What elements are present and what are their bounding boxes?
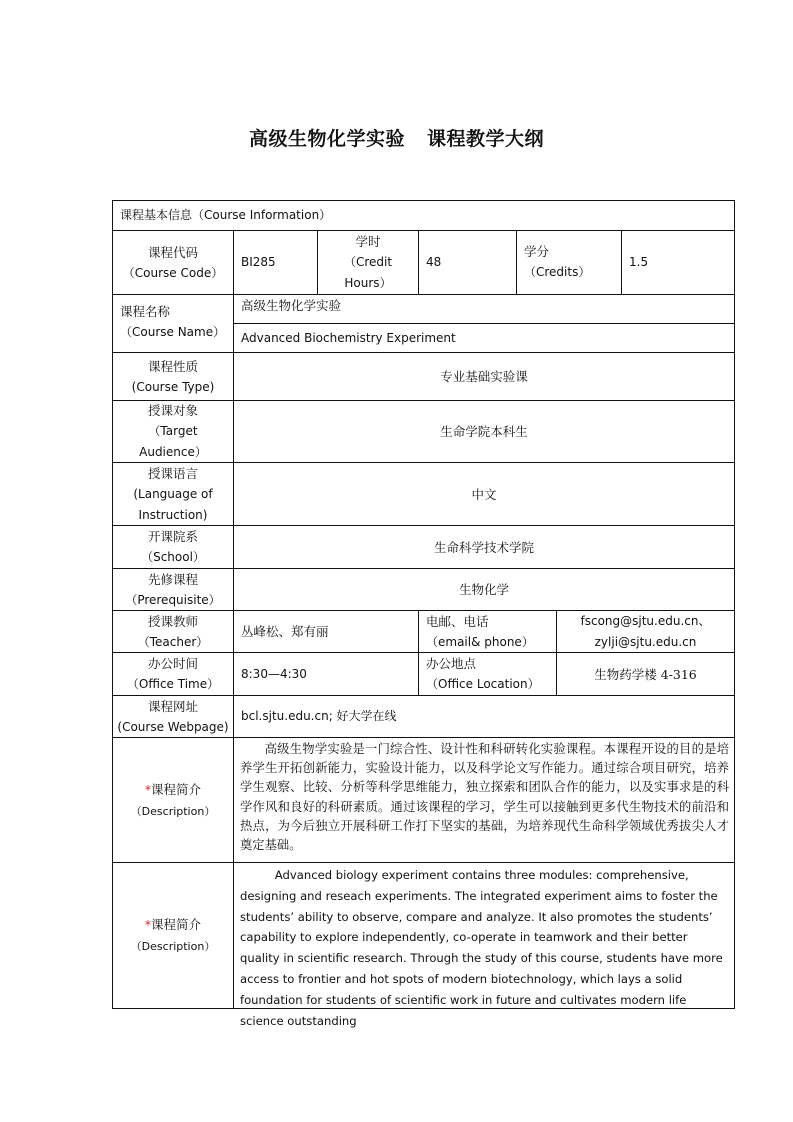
description-en-label: *课程简介 （Description） (130, 917, 216, 953)
office-time-label: 办公时间 （Office Time） (126, 656, 220, 691)
description-zh-label: *课程简介 （Description） (130, 781, 216, 818)
school-value: 生命科学技术学院 (433, 539, 534, 555)
course-name-label: 课程名称 （Course Name） (120, 304, 226, 339)
target-audience-label: 授课对象 （Target Audience） (139, 403, 207, 459)
course-type-value: 专业基础实验课 (440, 369, 528, 384)
prerequisite-value: 生物化学 (458, 582, 509, 597)
school-label: 开课院系 （School） (141, 529, 205, 564)
contact-label: 电邮、电话 （email& phone） (426, 614, 534, 649)
description-zh-text: 高级生物学实验是一门综合性、设计性和科研转化实验课程。本课程开设的目的是培养学生开拓创新能力，实验设计能力，以及科学论文写作能力。通过综合项目研究，培养学生观察、比较、分析等科学思维能力，独立探索和团队合作的能力，以及实事求是的科学作风和良好的科研素质。通过该课程的学习，学生可以接触到更多代生物技术的前沿和热点，为今后独立开展科研工作打下坚实的基础，为培养现代生命科学领域优秀拔尖人才奠定基础。 (240, 742, 729, 853)
teacher-label: 授课教师 （Teacher） (137, 613, 209, 649)
teacher-email: fscong@sjtu.edu.cn、 zylji@sjtu.edu.cn (580, 613, 711, 649)
description-en-text: Advanced biology experiment contains three modules: comprehensive, designing and reseach experiments. The integrated experiment aims to foster the students’ ability to observe, compare and analyze. It also promotes the students’ capability to explore independently, co-operate in teamwork and their better quality in scientific research. Through the study of this course, students have more access to frontier and hot spots of modern biotechnology, which lays a solid foundation for students of scientific work in future and cultivates modern life science outstanding (240, 868, 723, 1028)
language-value: 中文 (471, 486, 497, 502)
credit-hours-label: 学时 （Credit Hours） (343, 234, 393, 290)
target-audience-value: 生命学院本科生 (440, 424, 528, 439)
prerequisite-label: 先修课程 （Prerequisite） (125, 571, 221, 607)
webpage-label: 课程网址 (Course Webpage) (117, 698, 229, 734)
office-location-label: 办公地点 （Office Location） (426, 656, 540, 691)
page-title: 高级生物化学实验 课程教学大纲 (248, 128, 545, 150)
table-header: 课程基本信息（Course Information） (120, 208, 332, 222)
course-code-value: BI285 (241, 255, 276, 269)
office-time-value: 8:30—4:30 (241, 666, 307, 681)
course-name-zh: 高级生物化学实验 (241, 298, 342, 313)
course-type-label: 课程性质 (Course Type) (131, 358, 215, 394)
credit-hours-value: 48 (426, 255, 442, 269)
language-label: 授课语言 (Language of Instruction) (133, 465, 213, 522)
credits-value: 1.5 (629, 255, 649, 269)
office-location-value: 生物药学楼 4-316 (594, 666, 697, 682)
teacher-value: 丛峰松、郑有丽 (241, 624, 329, 639)
credits-label: 学分 （Credits） (524, 244, 591, 279)
webpage-value[interactable]: bcl.sjtu.edu.cn; 好大学在线 (241, 709, 397, 723)
course-name-en: Advanced Biochemistry Experiment (241, 330, 456, 345)
course-code-label: 课程代码 （Course Code） (122, 244, 224, 280)
